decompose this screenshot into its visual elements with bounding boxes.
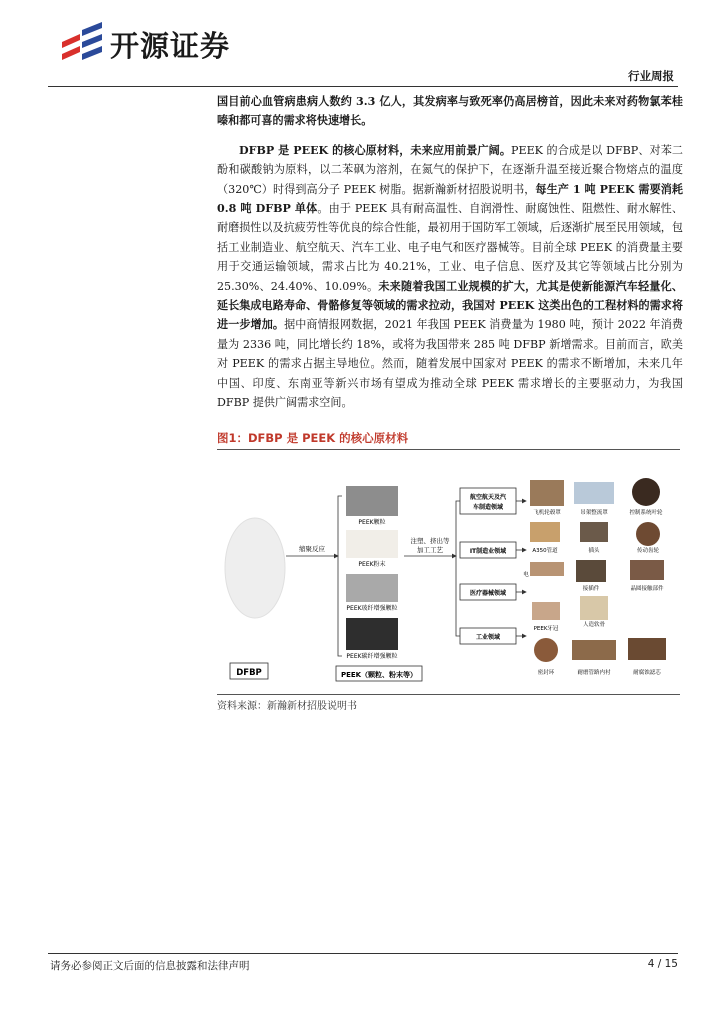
domain-it-label: IT制造业领域 — [469, 548, 507, 555]
peek-forms-label: PEEK（颗粒、粉末等） — [340, 671, 418, 679]
footer-disclaimer: 请务必参阅正文后面的信息披露和法律声明 — [50, 960, 250, 972]
peek-powder-image — [346, 530, 398, 558]
header-divider — [48, 86, 678, 87]
paragraph-2-bold-mid: 每生产 1 吨 PEEK 需要消耗 0.8 吨 DFBP 单体 — [217, 182, 683, 216]
company-name: 开源证券 — [110, 28, 231, 63]
control-blade-image — [632, 478, 660, 506]
a350-pipe-image — [530, 522, 560, 542]
polycondensation-label: 缩聚反应 — [299, 545, 325, 553]
paragraph-1: 国目前心血管病患病人数约 3.3 亿人，其发病率与致死率仍高居榜首，因此未来对药物氯苯桂嗪和都可喜的需求将快速增长。 — [217, 95, 683, 128]
paragraph-2 — [217, 141, 683, 413]
domains-bracket — [456, 501, 460, 636]
fuselage-spring-label: 吊架整流罩 — [580, 510, 608, 516]
peek-crown-image — [532, 602, 560, 620]
domain-aero-label-2: 车制造领域 — [472, 504, 504, 511]
paragraph-2-text-3: 据中商情报网数据，2021 年我国 PEEK 消费量为 1980 吨，预计 2022 年消费量为 2336 吨，同比增长约 18%，或将为我国带来 285 吨 DFBP 新增需求。目前而言，欧美对 PEEK 的需求占据主导地位。然而，随着发展中国家对 PEEK 的需求不断增加，未来几年中国、印度、东南亚等新兴市场有望成为推动全球 PEEK 需求增长的主要驱动力，为我国 DFBP 提供广阔需求空间。 — [217, 318, 683, 410]
domain-medical-label: 医疗器械领域 — [469, 590, 507, 597]
artificial-bone-label: 人造软骨 — [582, 622, 606, 628]
paragraph-2-text-1: PEEK 的合成是以 DFBP、对苯二酚和碳酸钠为原料，以二苯砜为溶剂，在氮气的保护下，在逐渐升温至接近聚合物熔点的温度（320℃）时得到高分子 PEEK 树脂。据新瀚新材招股说明书， — [217, 143, 683, 196]
dfbp-powder-image — [225, 518, 285, 618]
paragraph-2-lead: DFBP 是 PEEK 的核心原材料，未来应用前景广阔。 — [239, 143, 511, 157]
aircraft-bearing-label: 飞机轮毂罩 — [533, 510, 561, 516]
peek-powder-label: PEEK粉末 — [358, 561, 386, 568]
connector-image — [576, 560, 606, 582]
company-logo — [58, 22, 230, 66]
domain-aero-label-1: 航空航天及汽 — [469, 494, 507, 501]
corrosion-filter-image — [628, 638, 666, 660]
aircraft-bearing-image — [530, 480, 564, 506]
page-number: 4 / 15 — [647, 958, 678, 970]
electric-label: 电 — [523, 572, 529, 578]
processing-label-2: 加工工艺 — [417, 546, 443, 554]
peek-crown-label: PEEK牙冠 — [533, 626, 559, 632]
pipe-lining-image — [572, 640, 616, 660]
artificial-bone-image — [580, 596, 608, 620]
gear-image — [636, 522, 660, 546]
control-blade-label: 控制系统叶轮 — [629, 510, 663, 516]
socket-image — [580, 522, 608, 542]
connector-label: 接插件 — [582, 586, 600, 592]
peek-glass-image — [346, 574, 398, 602]
peek-bracket — [338, 496, 342, 656]
socket-label: 插头 — [588, 548, 600, 554]
paragraph-2-bold-tail: 未来随着我国工业规模的扩大，尤其是使新能源汽车轻量化、延长集成电路寿命、骨骼修复等领域的需求拉动，我国对 PEEK 这类出色的工程材料的需求将进一步增加。 — [217, 279, 683, 332]
peek-carbon-image — [346, 618, 398, 650]
wafer-label: 晶圆接触部件 — [630, 586, 664, 592]
electric-image — [530, 562, 564, 576]
paragraph-2-text-2: 。由于 PEEK 具有耐高温性、自润滑性、耐腐蚀性、阻燃性、耐水解性、耐磨损性以及抗疲劳性等优良的综合性能，最初用于国防军工领域，后逐渐扩展至民用领域，包括工业制造业、航空航天、汽车工业、电子电气和医疗器械等。目前全球 PEEK 的消费量主要用于交通运输领域，需求占比为 40.21%，工业、电子信息、医疗及其它等领域占比分别为 25.30%、24.40%、10.09%。 — [217, 202, 683, 293]
figure-source: 资料来源：新瀚新材招股说明书 — [217, 701, 357, 712]
figure-bottom-rule — [217, 694, 680, 695]
seal-ring-image — [534, 638, 558, 662]
corrosion-filter-label: 耐腐蚀滤芯 — [633, 670, 661, 676]
gear-label: 传动齿轮 — [636, 548, 660, 554]
pipe-lining-label: 耐磨管路内衬 — [577, 670, 611, 676]
peek-pellets-label: PEEK颗粒 — [358, 519, 386, 526]
report-type: 行业周报 — [628, 69, 674, 83]
logo-mark-icon — [58, 22, 106, 66]
main-content — [217, 92, 683, 413]
figure-title: 图1：DFBP 是 PEEK 的核心原材料 — [217, 431, 409, 445]
peek-carbon-label: PEEK碳纤增强颗粒 — [346, 653, 398, 660]
a350-pipe-label: A350管道 — [532, 548, 558, 554]
figure-diagram — [220, 456, 678, 692]
processing-label-1: 注塑、挤出等 — [410, 537, 450, 545]
seal-ring-label: 密封环 — [537, 670, 555, 676]
domain-industrial-label: 工业领域 — [475, 634, 501, 641]
figure-top-rule — [217, 449, 680, 450]
peek-pellets-image — [346, 486, 398, 516]
dfbp-label: DFBP — [236, 668, 262, 678]
peek-glass-label: PEEK玻纤增强颗粒 — [346, 605, 398, 612]
wafer-image — [630, 560, 664, 580]
fuselage-spring-image — [574, 482, 614, 504]
footer-divider — [48, 953, 678, 954]
